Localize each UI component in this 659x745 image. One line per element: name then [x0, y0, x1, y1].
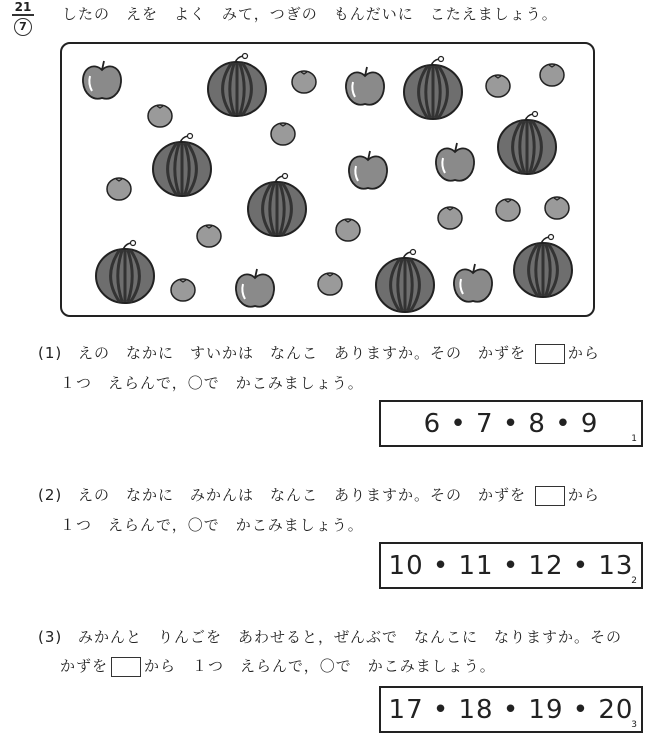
- problem-number-badge: [12, 0, 34, 36]
- orange-icon: [107, 178, 131, 200]
- orange-icon: [540, 64, 564, 86]
- watermelon-icon: [404, 57, 462, 120]
- orange-icon: [292, 71, 316, 93]
- question-2-text-a: えの なかに みかんは なんこ ありますか。その かずを: [78, 486, 527, 504]
- orange-icon: [271, 123, 295, 145]
- orange-icon: [336, 219, 360, 241]
- orange-icon: [197, 225, 221, 247]
- question-1-answer-box[interactable]: [379, 400, 643, 447]
- question-2-blank-box: [535, 486, 565, 506]
- apple-icon: [236, 269, 274, 307]
- question-3-answer-box[interactable]: [379, 686, 643, 733]
- apple-icon: [83, 61, 121, 99]
- watermelon-icon: [96, 241, 154, 304]
- orange-icon: [148, 105, 172, 127]
- question-1-line-2: １つ えらんで，〇で かこみましょう。: [60, 374, 364, 392]
- question-1-number: (1): [38, 344, 63, 362]
- question-3-text-b: かずを: [60, 657, 109, 675]
- question-1-text-a: えの なかに すいかは なんこ ありますか。その かずを: [78, 344, 527, 362]
- question-3-number: (3): [38, 628, 63, 646]
- question-1-blank-box: [535, 344, 565, 364]
- question-2-number: (2): [38, 486, 63, 504]
- fruit-picture-frame: [60, 42, 595, 317]
- question-3-text-c: から １つ えらんで，〇で かこみましょう。: [144, 657, 496, 675]
- instruction-text: したの えを よく みて，つぎの もんだいに こたえましょう。: [62, 5, 558, 23]
- apple-icon: [454, 264, 492, 302]
- orange-icon: [318, 273, 342, 295]
- watermelon-icon: [248, 174, 306, 237]
- badge-circled-number: 7: [14, 18, 32, 36]
- question-3-blank-box: [111, 657, 141, 677]
- question-2-index: 2: [631, 576, 637, 586]
- orange-icon: [171, 279, 195, 301]
- apple-icon: [346, 67, 384, 105]
- watermelon-icon: [208, 54, 266, 117]
- question-1-text-b: から: [567, 344, 600, 362]
- badge-top-number: 21: [12, 0, 34, 16]
- watermelon-icon: [514, 235, 572, 298]
- question-3-line-2: [60, 655, 496, 677]
- question-2-choices[interactable]: 10 • 11 • 12 • 13: [388, 551, 634, 581]
- apple-icon: [436, 143, 474, 181]
- question-1-line-1: [38, 342, 600, 364]
- question-2-answer-box[interactable]: [379, 542, 643, 589]
- question-3-line-1: [38, 626, 622, 647]
- question-2-line-2: １つ えらんで，〇で かこみましょう。: [60, 516, 364, 534]
- watermelon-icon: [498, 112, 556, 175]
- question-1-choices[interactable]: 6 • 7 • 8 • 9: [423, 409, 599, 439]
- orange-icon: [545, 197, 569, 219]
- fruit-illustration: [62, 44, 593, 315]
- question-3-choices[interactable]: 17 • 18 • 19 • 20: [388, 695, 634, 725]
- question-2-line-1: [38, 484, 600, 506]
- orange-icon: [496, 199, 520, 221]
- orange-icon: [438, 207, 462, 229]
- apple-icon: [349, 151, 387, 189]
- question-3-index: 3: [631, 720, 637, 730]
- question-2-text-b: から: [567, 486, 600, 504]
- orange-icon: [486, 75, 510, 97]
- question-3-text-a: みかんと りんごを あわせると，ぜんぶで なんこに なりますか。その: [78, 628, 623, 646]
- watermelon-icon: [153, 134, 211, 197]
- watermelon-icon: [376, 250, 434, 313]
- question-1-index: 1: [631, 434, 637, 444]
